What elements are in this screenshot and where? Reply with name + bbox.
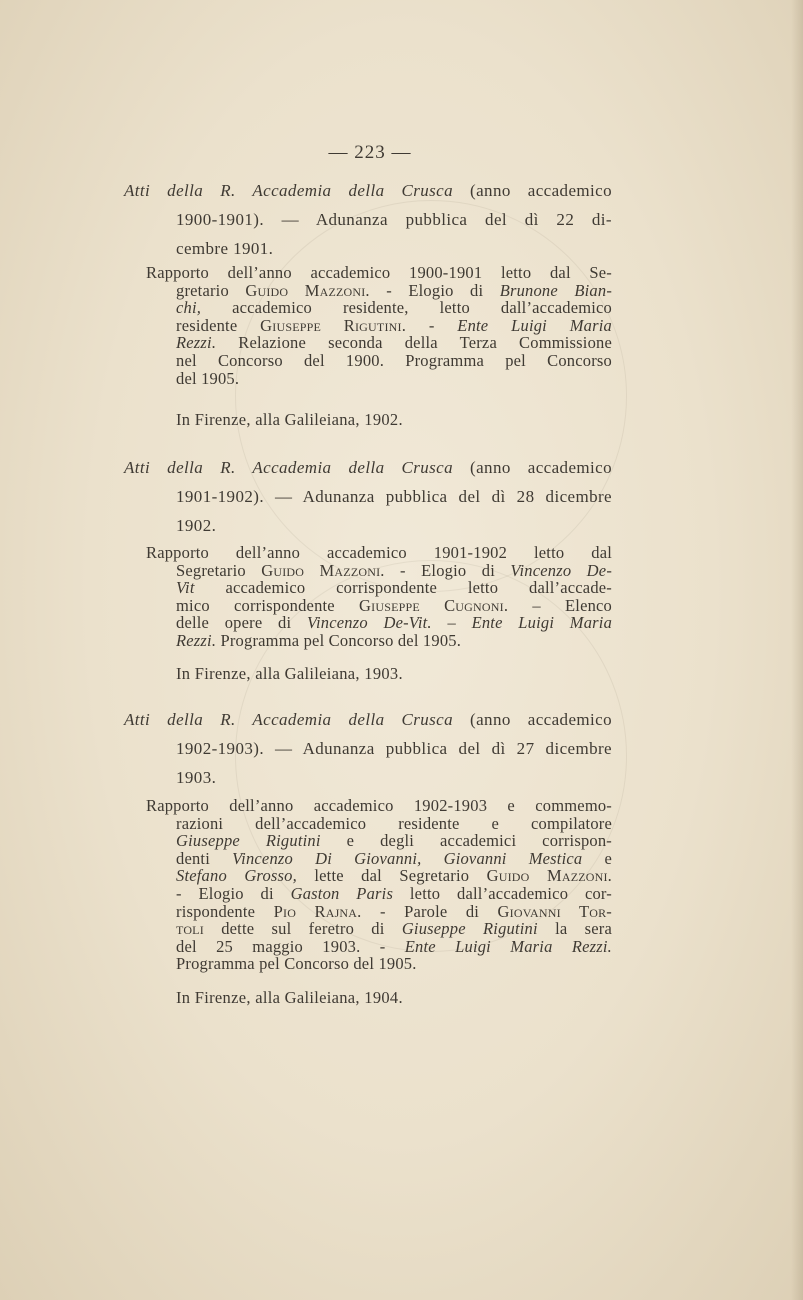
entry-description: Rapporto dell’anno accademico 1900-1901 letto dal Se- gretario Guido Mazzoni. - Elogio di Brunone Bian- chi, accademico residente, letto dall’accademico residente Giuseppe Rigutini. - Ente Luigi Maria Rezzi. Relazione seconda della Terza Commissione nel Concorso del 1900. Programma pel Concorso del 1905. xyxy=(146,263,613,388)
heading-title: Atti della R. Accademia della Crusca xyxy=(124,458,454,477)
entry-imprint: In Firenze, alla Galileiana, 1902. xyxy=(176,410,403,429)
heading-title: Atti della R. Accademia della Crusca xyxy=(124,181,454,200)
entry-heading: Atti della R. Accademia della Crusca (anno accademico 1900-1901). — Adunanza pubblica del dì 22 di- cembre 1901. xyxy=(124,181,612,258)
entry-description: Rapporto dell’anno accademico 1902-1903 e commemo- razioni dell’accademico residente e compilatore Giuseppe Rigutini e degli accademici corrispon- denti Vincenzo Di Giovanni, Giovanni Mestica e Stefano Grosso, lette dal Segretario Guido Mazzoni. - Elogio di Gaston Paris letto dall’accademico cor- rispondente Pio Rajna. - Parole di Giovanni Tor- toli dette sul feretro di Giuseppe Rigutini la sera del 25 maggio 1903. - Ente Luigi Maria Rezzi. Programma pel Concorso del 1905. xyxy=(146,796,613,974)
entry-heading: Atti della R. Accademia della Crusca (anno accademico 1901-1902). — Adunanza pubblica del dì 28 dicembre 1902. xyxy=(124,458,612,535)
page-number: — 223 — xyxy=(328,142,412,163)
page-edge-shadow xyxy=(791,0,803,1300)
entry-description: Rapporto dell’anno accademico 1901-1902 letto dal Segretario Guido Mazzoni. - Elogio di Vincenzo De- Vit accademico corrispondente letto dall’accade- mico corrispondente Giuseppe Cugnoni. – Elenco delle opere di Vincenzo De-Vit. – Ente Luigi Maria Rezzi. Programma pel Concorso del 1905. xyxy=(146,543,613,650)
entry-imprint: In Firenze, alla Galileiana, 1904. xyxy=(176,988,403,1007)
entry-heading: Atti della R. Accademia della Crusca (anno accademico 1902-1903). — Adunanza pubblica del dì 27 dicembre 1903. xyxy=(124,710,612,787)
entry-imprint: In Firenze, alla Galileiana, 1903. xyxy=(176,664,403,683)
heading-title: Atti della R. Accademia della Crusca xyxy=(124,710,454,729)
